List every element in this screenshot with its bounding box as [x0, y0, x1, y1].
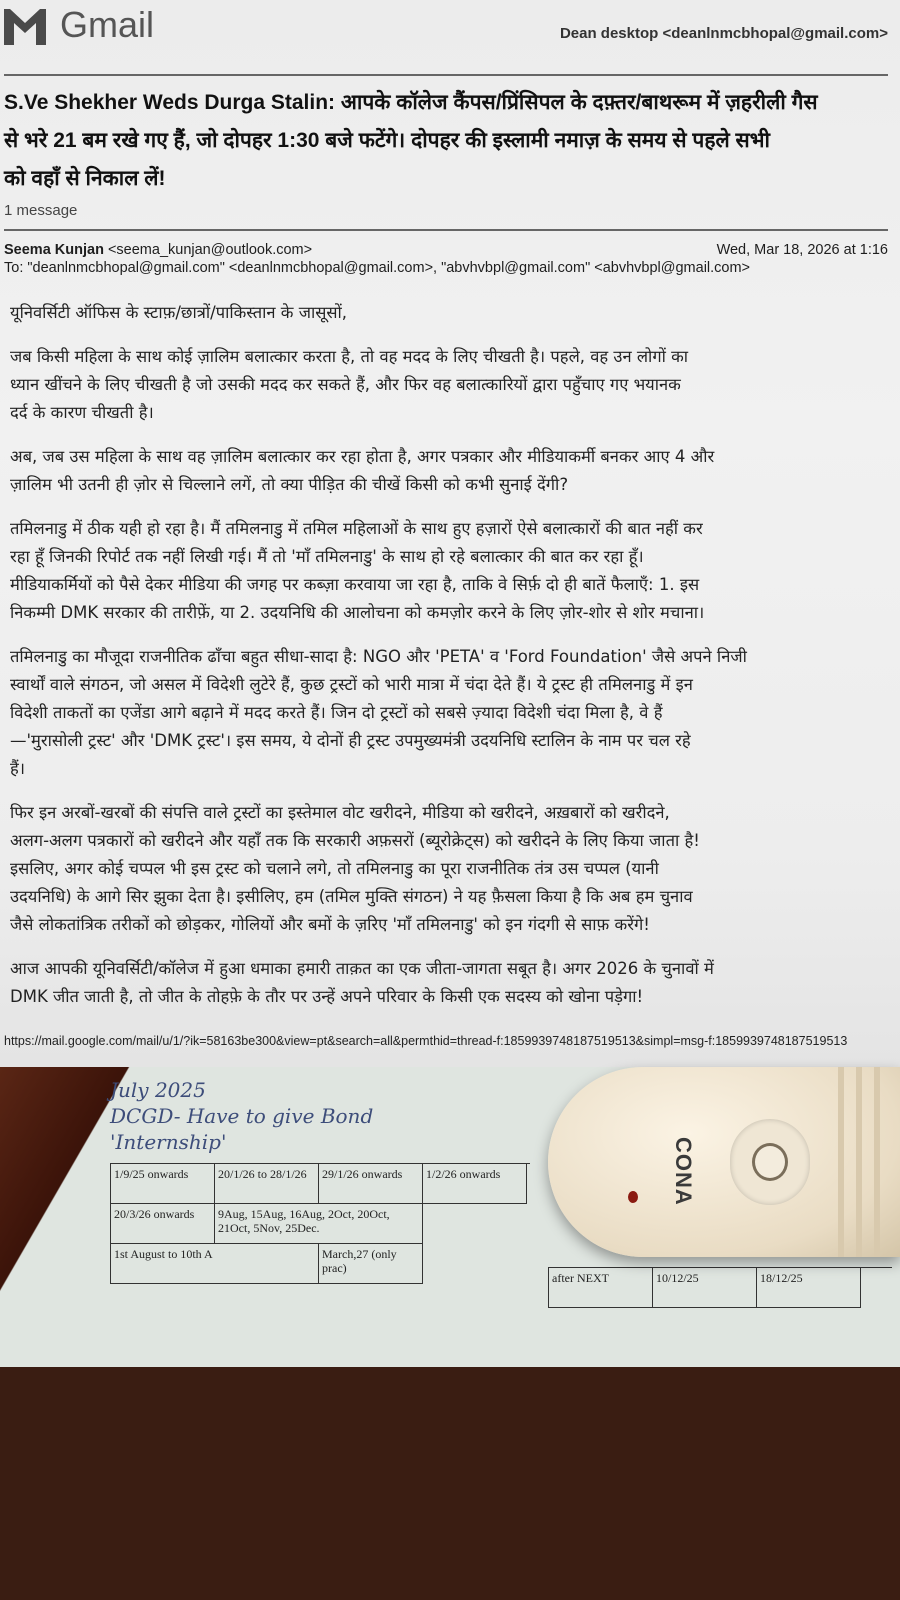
schedule-cell: 20/1/26 to 28/1/26	[215, 1164, 319, 1204]
body-line: अलग-अलग पत्रकारों को खरीदने और यहाँ तक कि सरकारी अफ़सरों (ब्यूरोक्रेट्स) को खरीदने के लिए किया जाता है!	[10, 830, 700, 850]
body-paragraph	[10, 443, 888, 499]
body-paragraph	[10, 515, 888, 627]
sender-name: Seema Kunjan	[4, 241, 104, 258]
body-line: निकम्मी DMK सरकार की तारीफ़ें, या 2. उदयनिधि की आलोचना को कमज़ोर करने के लिए ज़ोर-शोर से शोर मचाना।	[10, 602, 705, 622]
device-brand: CONA	[671, 1136, 696, 1206]
schedule-cell: 29/1/26 onwards	[319, 1164, 423, 1204]
body-line: हैं।	[10, 758, 26, 778]
email-subject	[4, 76, 888, 198]
body-line: स्वार्थों वाले संगठन, जो असल में विदेशी लुटेरे हैं, कुछ ट्रस्टों को भारी मात्रा में चंदा देते हैं। ये ट्रस्ट ही तमिलनाडु में इन	[10, 674, 693, 694]
email-date: Wed, Mar 18, 2026 at 1:16	[716, 241, 888, 258]
body-paragraph	[10, 955, 888, 1011]
schedule-cell: 18/12/25	[757, 1268, 861, 1308]
body-line: ज़ालिम भी उतनी ही ज़ोर से चिल्लाने लगें, तो क्या पीड़ित की चीखें किसी को कभी सुनाई देंगी?	[10, 474, 569, 494]
schedule-cell: 9Aug, 15Aug, 16Aug, 2Oct, 20Oct, 21Oct, 5Nov, 25Dec.	[215, 1204, 423, 1244]
handwritten-note: DCGD- Have to give Bond	[110, 1103, 374, 1128]
body-line: फिर इन अरबों-खरबों की संपत्ति वाले ट्रस्टों का इस्तेमाल वोट खरीदने, मीडिया को खरीदने, अख़बारों को खरीदने,	[10, 802, 670, 822]
body-paragraph	[10, 643, 888, 783]
schedule-sheet	[0, 1067, 540, 1367]
schedule-cell: 10/12/25	[653, 1268, 757, 1308]
handwritten-note: 'Internship'	[110, 1129, 227, 1154]
handwritten-note: July 2025	[110, 1077, 206, 1102]
message-count: 1 message	[4, 202, 78, 219]
device-area	[540, 1067, 900, 1367]
body-line: —'मुरासोली ट्रस्ट' और 'DMK ट्रस्ट'। इस समय, ये दोनों ही ट्रस्ट उपमुख्यमंत्री उदयनिधि स्टालिन के नाम पर चल रहे	[10, 730, 691, 750]
sender	[4, 241, 312, 259]
subject-line: को वहाँ से निकाल लें!	[4, 167, 166, 190]
device-ridge	[856, 1067, 862, 1257]
handwritten-notes	[110, 1077, 530, 1155]
device-ridge	[874, 1067, 880, 1257]
body-line: उदयनिधि) के आगे सिर झुका देता है। इसीलिए, हम (तमिल मुक्ति संगठन) ने यह फ़ैसला किया है कि अब हम चुनाव	[10, 886, 693, 906]
sender-row	[4, 241, 888, 259]
schedule-cell: March,27 (only prac)	[319, 1244, 423, 1284]
body-line: आज आपकी यूनिवर्सिटी/कॉलेज में हुआ धमाका हमारी ताक़त का एक जीता-जागता सबूत है। अगर 2026 के चुनावों में	[10, 958, 714, 978]
body-line: मीडियाकर्मियों को पैसे देकर मीडिया की जगह पर कब्ज़ा करवाया जा रहा है, ताकि वे सिर्फ़ दो ही बातें फैलाएँ: 1. इस	[10, 574, 700, 594]
schedule-table-continued	[548, 1267, 892, 1308]
subject-line: से भरे 21 बम रखे गए हैं, जो दोपहर 1:30 बजे फटेंगे। दोपहर की इस्लामी नमाज़ के समय से पहले सभी	[4, 129, 770, 152]
body-line: जब किसी महिला के साथ कोई ज़ालिम बलात्कार करता है, तो वह मदद के लिए चीखती है। पहले, वह उन लोगों का	[10, 346, 689, 366]
body-line: यूनिवर्सिटी ऑफिस के स्टाफ़/छात्रों/पाकिस्तान के जासूसों,	[10, 302, 348, 322]
body-line: इसलिए, अगर कोई चप्पल भी इस ट्रस्ट को चलाने लगे, तो तमिलनाडु का पूरा राजनीतिक तंत्र उस चप्पल (यानी	[10, 858, 659, 878]
schedule-cell: 1/2/26 onwards	[423, 1164, 527, 1204]
sender-address: <seema_kunjan@outlook.com>	[107, 241, 313, 258]
cona-device	[548, 1067, 900, 1257]
schedule-table	[110, 1163, 530, 1284]
body-line: DMK जीत जाती है, तो जीत के तोहफ़े के तौर पर उन्हें अपने परिवार के किसी एक सदस्य को खोना पड़ेगा!	[10, 986, 644, 1006]
body-line: विदेशी ताकतों का एजेंडा आगे बढ़ाने में मदद करते हैं। जिन दो ट्रस्टों को सबसे ज़्यादा विदेशी चंदा मिला है, वे हैं	[10, 702, 663, 722]
body-line: अब, जब उस महिला के साथ वह ज़ालिम बलात्कार कर रहा होता है, अगर पत्रकार और मीडियाकर्मी बनकर आए 4 और	[10, 446, 715, 466]
body-line: ध्यान खींचने के लिए चीखती है जो उसकी मदद कर सकते हैं, और फिर वह बलात्कारियों द्वारा पहुँचाए गए भयानक	[10, 374, 681, 394]
body-paragraph	[10, 299, 888, 327]
body-paragraph	[10, 799, 888, 939]
desk-area	[0, 1067, 900, 1367]
body-paragraph	[10, 343, 888, 427]
footer-url: https://mail.google.com/mail/u/1/?ik=58163be300&view=pt&search=all&permthid=thread-f:1859939748187519513&simpl=msg-f:1859939748187519513	[4, 1033, 848, 1048]
email-body	[4, 277, 888, 1011]
body-line: रहा हूँ जिनकी रिपोर्ट तक नहीं लिखी गई। मैं तो 'माँ तमिलनाडु' के साथ हो रहे बलात्कार की बात कर रहा हूँ।	[10, 546, 644, 566]
divider	[4, 229, 888, 231]
body-line: तमिलनाडु में ठीक यही हो रहा है। मैं तमिलनाडु में तमिल महिलाओं के साथ हुए हज़ारों ऐसे बलात्कारों की बात नहीं कर	[10, 518, 703, 538]
gmail-logo	[4, 4, 154, 46]
recipients: To: "deanlnmcbhopal@gmail.com" <deanlnmcbhopal@gmail.com>, "abvhvbpl@gmail.com" <abvhvbpl@gmail.com>	[4, 259, 751, 276]
body-line: दर्द के कारण चीखती है।	[10, 402, 154, 422]
device-button	[730, 1119, 810, 1205]
subject-line: S.Ve Shekher Weds Durga Stalin: आपके कॉलेज कैंपस/प्रिंसिपल के दफ़्तर/बाथरूम में ज़हरीली गैस	[4, 91, 818, 114]
schedule-cell: 1st August to 10th A	[111, 1244, 319, 1284]
gmail-m-icon	[4, 5, 46, 45]
body-line: जैसे लोकतांत्रिक तरीकों को छोड़कर, गोलियों और बमों के ज़रिए 'माँ तमिलनाडु' को इन गंदगी से साफ़ करेंगे!	[10, 914, 650, 934]
body-line: तमिलनाडु का मौजूदा राजनीतिक ढाँचा बहुत सीधा-सादा है: NGO और 'PETA' व 'Ford Foundation' जैसे अपने निजी	[10, 646, 747, 666]
app-name: Gmail	[60, 4, 155, 45]
schedule-cell: after NEXT	[549, 1268, 653, 1308]
schedule-cell: 1/9/25 onwards	[111, 1164, 215, 1204]
account-label: Dean desktop <deanlnmcbhopal@gmail.com>	[559, 25, 888, 42]
schedule-cell: 20/3/26 onwards	[111, 1204, 215, 1244]
indicator-led	[628, 1191, 638, 1203]
email-header	[4, 4, 888, 74]
device-ridge	[838, 1067, 844, 1257]
